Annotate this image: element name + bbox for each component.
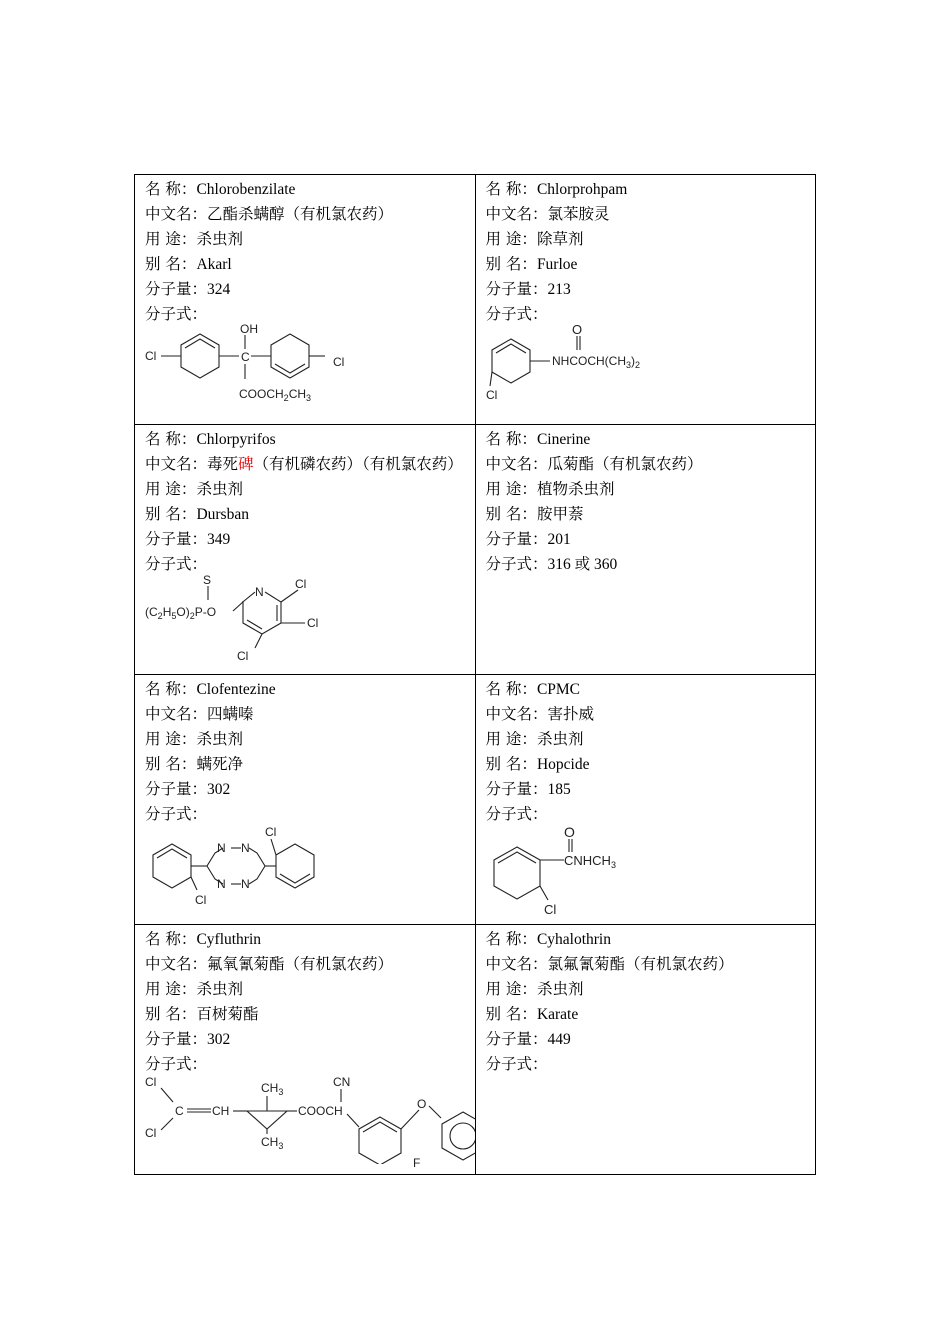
alias-line: 别 名：胺甲萘 [485,505,584,523]
alias-line: 别 名：Akarl [145,255,232,273]
use-line: 用 途：杀虫剂 [145,980,243,998]
name-value: Chlorprohpam [536,181,628,198]
cl-label: Cl [485,388,497,402]
alias-line: 别 名：Hopcide [485,755,590,773]
use-value: 杀虫剂 [196,980,243,998]
formula-line: 分子式： [145,555,208,573]
alias-line: 别 名：Furloe [485,255,578,273]
alias-value: Hopcide [536,756,590,773]
use-line: 用 途：除草剂 [485,230,584,248]
alias-value: 螨死净 [196,755,243,773]
use-value: 杀虫剂 [536,730,584,748]
alias-line: 别 名：螨死净 [145,755,243,773]
use-value: 杀虫剂 [196,480,243,498]
name-line: 名 称：CPMC [485,680,581,698]
ester-label: $(C_2H_5O)_2P-O$ [145,605,217,621]
cn-name-value-a: 毒死 [207,455,239,473]
name-value: Chlorpyrifos [196,431,276,448]
cn-name-line: 中文名：氟氧氰菊酯（有机氯农药） [145,955,394,973]
ester-label: $COOCH_2CH_3$ [239,387,312,403]
cn-name-value-c: （有机磷农药）（有机氯农药） [253,455,463,473]
cl-label-2: Cl [307,616,319,630]
formula-line: 分子式： [145,305,208,323]
cl-label-1: Cl [145,1075,157,1089]
n-label-2: N [241,841,250,855]
cn-name-line: 中文名：乙酯杀螨醇（有机氯农药） [145,205,394,223]
o-label: O [563,824,575,840]
use-line: 用 途：杀虫剂 [145,480,243,498]
cn-name-value: 害扑威 [547,705,595,723]
n-label: N [255,585,264,599]
cn-name-value: 瓜菊酯（有机氯农药） [547,455,703,473]
name-line: 名 称：Chlorprohpam [485,180,628,198]
cl-label-1: Cl [295,577,307,591]
ester-label: COOCH [298,1104,343,1118]
c-label: C [241,350,250,364]
cl-label-2: Cl [195,893,207,907]
name-value: Cyfluthrin [196,931,262,948]
alias-value: 胺甲萘 [536,505,584,523]
mw-value: 201 [547,531,571,548]
name-value: Cinerine [536,431,591,448]
cn-label: CN [333,1075,351,1089]
cl-label-1: Cl [265,825,277,839]
mw-line: 分子量：213 [485,280,571,298]
cl-label-3: Cl [237,649,249,663]
use-value: 杀虫剂 [196,230,243,248]
alias-line: 别 名：百树菊酯 [145,1005,259,1023]
mw-line: 分子量：349 [145,530,231,548]
n-label-3: N [217,877,226,891]
cn-name-value: 乙酯杀螨醇（有机氯农药） [207,205,394,223]
alias-value: Furloe [536,256,578,273]
ch3-label-top: $CH_3$ [261,1081,284,1097]
mw-value: 185 [547,781,571,798]
formula-line: 分子式： [485,805,548,823]
cn-name-value: 氯苯胺灵 [547,205,610,223]
mw-line: 分子量：201 [485,530,571,548]
formula-line: 分子式：316 或 360 [485,555,618,573]
formula-line: 分子式： [145,805,208,823]
s-label: S [203,574,212,587]
use-value: 植物杀虫剂 [536,480,615,498]
mw-line: 分子量：185 [485,780,571,798]
formula-line: 分子式： [145,1055,208,1073]
mw-line: 分子量：302 [145,1030,231,1048]
cn-name-highlight: 碑 [238,455,254,473]
cn-name-value: 四螨嗪 [207,705,254,723]
cn-name-line: 中文名：氯氟氰菊酯（有机氯农药） [485,955,734,973]
use-line: 用 途：杀虫剂 [145,230,243,248]
mw-value: 302 [207,781,231,798]
mw-value: 324 [207,281,231,298]
mw-line: 分子量：324 [145,280,231,298]
name-value: Chlorobenzilate [196,181,296,198]
cl-left-label: Cl [145,349,157,363]
amide-label: $CNHCH_3$ [563,853,616,870]
cl-right-label: Cl [333,355,345,369]
alias-value: Dursban [196,506,249,523]
mw-value: 302 [207,1031,231,1048]
name-line: 名 称：Chlorpyrifos [145,430,276,448]
formula-value: 316 或 360 [547,556,618,573]
use-value: 杀虫剂 [536,980,584,998]
name-line: 名 称：Cyfluthrin [145,930,262,948]
name-value: Cyhalothrin [536,931,611,948]
cn-name-line: 中文名：四螨嗪 [145,705,254,723]
cn-name-line: 中文名：瓜菊酯（有机氯农药） [485,455,703,473]
name-line: 名 称：Cinerine [485,430,591,448]
use-value: 除草剂 [536,230,584,248]
use-line: 用 途：杀虫剂 [485,730,584,748]
name-line: 名 称：Chlorobenzilate [145,180,296,198]
f-label: F [413,1156,421,1170]
cn-name-value: 氯氟氰菊酯（有机氯农药） [547,955,734,973]
c-label: C [175,1104,184,1118]
cn-name-value: 氟氧氰菊酯（有机氯农药） [207,955,394,973]
alias-line: 别 名：Karate [485,1005,579,1023]
alias-line: 别 名：Dursban [145,505,249,523]
n-label-1: N [217,841,226,855]
ch-label: CH [212,1104,230,1118]
cn-name-line: 中文名：毒死碑（有机磷农药）（有机氯农药） [145,455,463,473]
name-value: Clofentezine [196,681,276,698]
cl-label-2: Cl [145,1126,157,1140]
o-label: O [417,1097,427,1111]
formula-line: 分子式： [485,305,548,323]
ch3-label-bottom: $CH_3$ [261,1135,284,1151]
oh-label: OH [240,324,258,336]
formula-line: 分子式： [485,1055,548,1073]
use-value: 杀虫剂 [196,730,243,748]
mw-line: 分子量：449 [485,1030,571,1048]
name-value: CPMC [536,681,581,698]
mw-value: 349 [207,531,231,548]
alias-value: Karate [536,1006,579,1023]
amide-label: $NHCOCH(CH_3)_2$ [551,354,640,370]
cn-name-line: 中文名：氯苯胺灵 [485,205,610,223]
use-line: 用 途：杀虫剂 [145,730,243,748]
use-line: 用 途：植物杀虫剂 [485,480,615,498]
mw-value: 213 [547,281,571,298]
use-line: 用 途：杀虫剂 [485,980,584,998]
cn-name-line: 中文名：害扑威 [485,705,595,723]
mw-value: 449 [547,1031,571,1048]
o-label: O [571,324,582,337]
name-line: 名 称：Cyhalothrin [485,930,611,948]
cl-label: Cl [543,902,556,917]
mw-line: 分子量：302 [145,780,231,798]
n-label-4: N [241,877,250,891]
name-line: 名 称：Clofentezine [145,680,276,698]
alias-value: 百树菊酯 [196,1005,259,1023]
alias-value: Akarl [196,256,232,273]
